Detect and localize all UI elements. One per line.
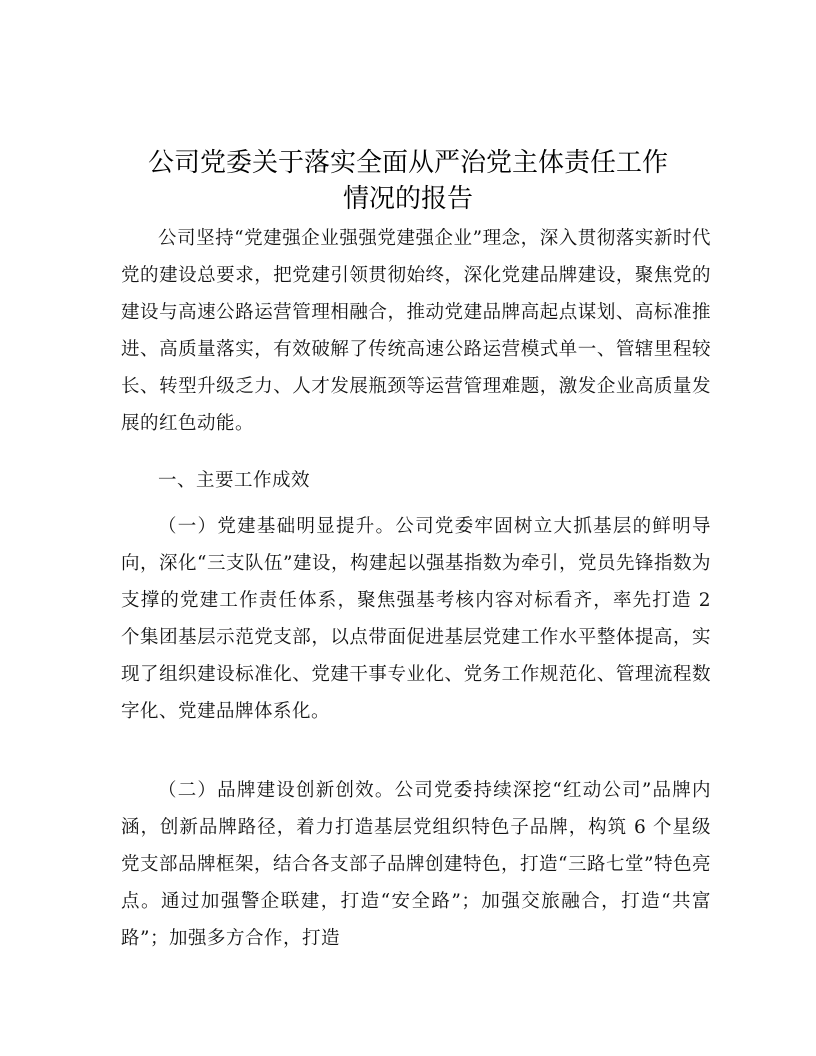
paragraph-brand: （二）品牌建设创新创效。公司党委持续深挖“红动公司”品牌内涵，创新品牌路径，着力打造基层党组织特色子品牌，构筑 6 个星级党支部品牌框架，结合各支部子品牌创建特色，打造“三路七堂”特色亮点。通过加强警企联建，打造“安全路”；加强交旅融合，打造“共富路”；加强多方合作，打造 — [121, 780, 711, 949]
document-title-line2: 情况的报告 — [342, 184, 473, 214]
intro-paragraph: 公司坚持“党建强企业强强党建强企业”理念，深入贯彻落实新时代党的建设总要求，把党建引领贯彻始终，深化党建品牌建设，聚焦党的建设与高速公路运营管理相融合，推动党建品牌高起点谋划、高标准推进、高质量落实，有效破解了传统高速公路运营模式单一、管辖里程较长、转型升级乏力、人才发展瓶颈等运营管理难题，激发企业高质量发展的红色动能。 — [121, 228, 711, 434]
section-heading: 一、主要工作成效 — [158, 470, 311, 491]
paragraph-foundation: （一）党建基础明显提升。公司党委牢固树立大抓基层的鲜明导向，深化“三支队伍”建设，构建起以强基指数为牵引，党员先锋指数为支撑的党建工作责任体系，聚焦强基考核内容对标看齐，率先打造 2 个集团基层示范党支部，以点带面促进基层党建工作水平整体提高，实现了组织建设标准化、党建干事专业化、党务工作规范化、管理流程数字化、党建品牌体系化。 — [121, 516, 711, 722]
document-title-line1: 公司党委关于落实全面从严治党主体责任工作 — [147, 148, 668, 178]
